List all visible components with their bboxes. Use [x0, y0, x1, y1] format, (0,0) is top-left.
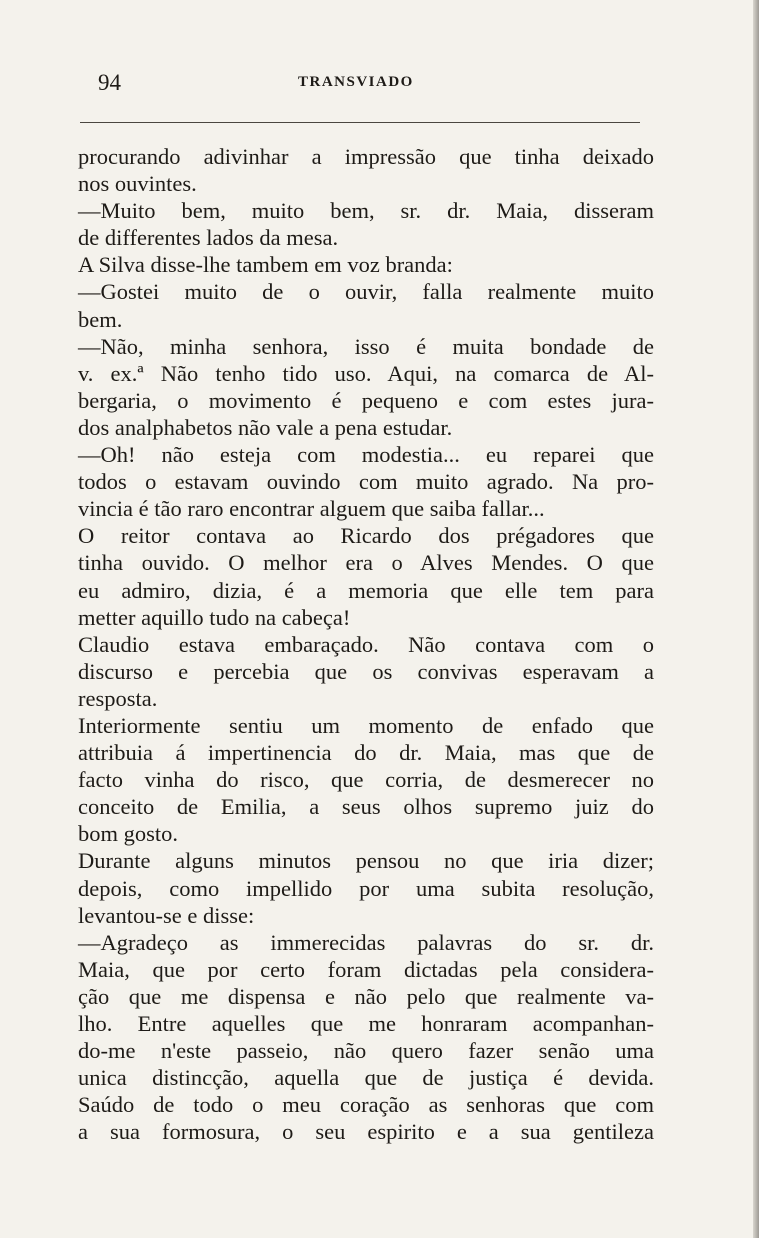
text-line: lho. Entre aquelles que me honraram acompanhan-	[78, 1011, 654, 1036]
body-text	[78, 143, 654, 1145]
text-line: do-me n'este passeio, não quero fazer senão uma	[78, 1038, 654, 1064]
text-line: —Oh! não esteja com modestia... eu reparei que	[78, 442, 654, 468]
text-line: Durante alguns minutos pensou no que iria dizer;	[78, 848, 654, 874]
text-line: resposta.	[78, 685, 158, 711]
text-line: ção que me dispensa e não pelo que realmente va-	[78, 983, 654, 1009]
text-line: todos o estavam ouvindo com muito agrado. Na pro-	[78, 469, 654, 495]
text-line: metter aquillo tudo na cabeça!	[78, 604, 351, 630]
text-line: bergaria, o movimento é pequeno e com estes jura-	[78, 387, 654, 413]
text-line: Claudio estava embaraçado. Não contava com o	[78, 631, 654, 657]
page-number: 94	[98, 70, 121, 95]
text-line: v. ex.ª Não tenho tido uso. Aqui, na comarca de Al-	[78, 360, 654, 386]
text-line: —Não, minha senhora, isso é muita bondade de	[78, 333, 654, 359]
text-line: O reitor contava ao Ricardo dos prégadores que	[78, 523, 654, 549]
text-line: vincia é tão raro encontrar alguem que saiba fallar...	[78, 496, 545, 522]
page-edge-shadow	[753, 0, 759, 1238]
text-line: Maia, que por certo foram dictadas pela considera-	[78, 956, 654, 982]
running-title: TRANSVIADO	[298, 74, 414, 90]
header-rule	[80, 122, 640, 123]
text-line: a sua formosura, o seu espirito e a sua gentileza	[78, 1119, 654, 1145]
text-line: bom gosto.	[78, 821, 179, 847]
text-line: Saúdo de todo o meu coração as senhoras que com	[78, 1092, 654, 1118]
text-line: levantou-se e disse:	[78, 902, 255, 928]
text-line: nos ouvintes.	[78, 171, 197, 197]
text-line: procurando adivinhar a impressão que tinha deixado	[78, 144, 654, 169]
text-line: conceito de Emilia, a seus olhos supremo juiz do	[78, 794, 654, 820]
text-line: —Muito bem, muito bem, sr. dr. Maia, disseram	[78, 198, 654, 224]
text-line: —Agradeço as immerecidas palavras do sr. dr.	[78, 929, 654, 955]
text-line: dos analphabetos não vale a pena estudar.	[78, 414, 453, 440]
text-line: de differentes lados da mesa.	[78, 225, 339, 251]
text-line: A Silva disse-lhe tambem em voz branda:	[78, 252, 453, 278]
text-line: unica distincção, aquella que de justiça é devida.	[78, 1065, 654, 1091]
text-line: facto vinha do risco, que corria, de desmerecer no	[78, 767, 654, 793]
page-header	[78, 70, 658, 100]
text-line: Interiormente sentiu um momento de enfado que	[78, 712, 654, 738]
text-line: eu admiro, dizia, é a memoria que elle tem para	[78, 577, 654, 603]
text-line: tinha ouvido. O melhor era o Alves Mendes. O que	[78, 550, 654, 576]
text-line: depois, como impellido por uma subita resolução,	[78, 875, 654, 901]
text-line: bem.	[78, 306, 123, 332]
text-line: —Gostei muito de o ouvir, falla realmente muito	[78, 279, 654, 305]
text-line: attribuia á impertinencia do dr. Maia, mas que de	[78, 740, 654, 766]
text-line: discurso e percebia que os convivas esperavam a	[78, 658, 654, 684]
